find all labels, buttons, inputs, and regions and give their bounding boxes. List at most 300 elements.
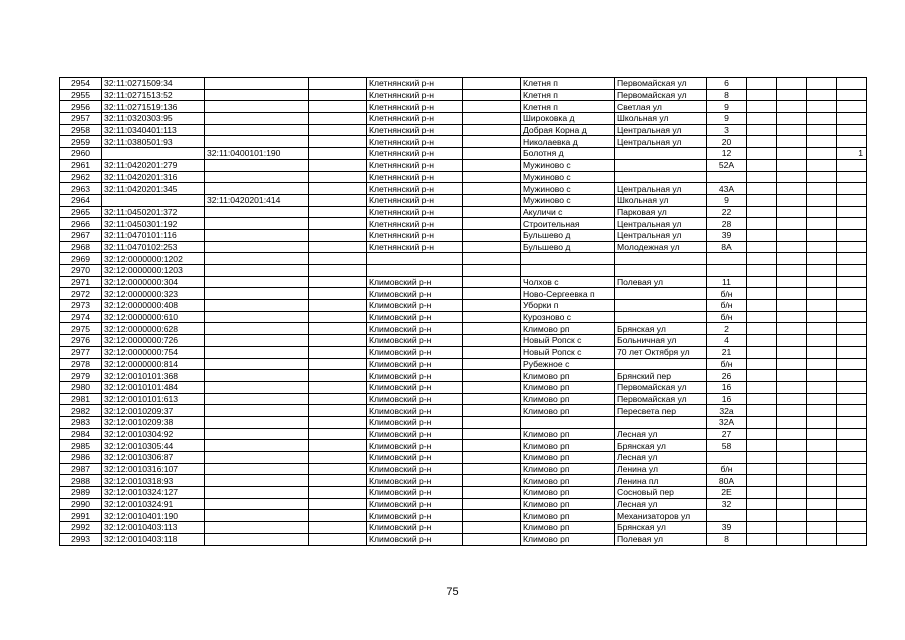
table-cell <box>837 311 867 323</box>
table-cell <box>747 533 777 545</box>
table-cell: Климово рп <box>521 452 615 464</box>
table-cell <box>205 475 309 487</box>
table-cell <box>309 463 367 475</box>
table-cell <box>837 265 867 277</box>
table-cell <box>463 428 521 440</box>
table-cell <box>463 206 521 218</box>
table-cell: Климовский р-н <box>367 370 463 382</box>
table-cell: Клетнянский р-н <box>367 229 463 241</box>
table-row <box>60 136 867 148</box>
table-cell: Центральная ул <box>615 136 707 148</box>
table-cell: 9 <box>707 113 747 125</box>
table-row <box>60 241 867 253</box>
table-cell <box>747 487 777 499</box>
table-cell: Клетнянский р-н <box>367 159 463 171</box>
table-cell: Клетнянский р-н <box>367 113 463 125</box>
page-number: 75 <box>446 586 459 598</box>
table-cell: 32:11:0420201:279 <box>102 159 205 171</box>
table-cell <box>837 206 867 218</box>
table-cell: Климово рп <box>521 370 615 382</box>
table-cell <box>463 229 521 241</box>
table-cell <box>205 522 309 534</box>
table-cell <box>205 113 309 125</box>
table-cell: Лесная ул <box>615 428 707 440</box>
table-cell <box>309 428 367 440</box>
table-cell: 2986 <box>60 452 102 464</box>
table-row <box>60 522 867 534</box>
table-cell <box>205 323 309 335</box>
table-cell <box>463 241 521 253</box>
table-cell: 43А <box>707 183 747 195</box>
table-cell <box>205 487 309 499</box>
table-cell: Климово рп <box>521 510 615 522</box>
table-row <box>60 124 867 136</box>
table-cell: 2976 <box>60 335 102 347</box>
table-cell: Болотня д <box>521 148 615 160</box>
table-cell <box>309 300 367 312</box>
table-cell <box>309 253 367 265</box>
table-cell <box>309 218 367 230</box>
table-cell: Парковая ул <box>615 206 707 218</box>
table-cell: Климовский р-н <box>367 498 463 510</box>
table-cell <box>463 510 521 522</box>
table-cell <box>807 113 837 125</box>
table-cell: Клетнянский р-н <box>367 241 463 253</box>
table-cell: б/н <box>707 288 747 300</box>
table-cell <box>205 346 309 358</box>
table-cell <box>747 206 777 218</box>
table-cell <box>807 381 837 393</box>
table-cell <box>837 183 867 195</box>
table-cell <box>309 194 367 206</box>
table-cell <box>747 194 777 206</box>
table-cell: 32:11:0470102:253 <box>102 241 205 253</box>
table-cell <box>807 533 837 545</box>
table-cell: 16 <box>707 381 747 393</box>
table-cell <box>747 229 777 241</box>
table-cell: Климово рп <box>521 498 615 510</box>
table-cell <box>463 416 521 428</box>
table-cell: Полевая ул <box>615 533 707 545</box>
table-cell: 2983 <box>60 416 102 428</box>
table-cell <box>205 253 309 265</box>
table-cell: 2968 <box>60 241 102 253</box>
table-cell <box>309 393 367 405</box>
table-cell <box>367 253 463 265</box>
table-cell <box>747 405 777 417</box>
table-cell <box>777 159 807 171</box>
table-cell: 2955 <box>60 89 102 101</box>
table-cell <box>747 253 777 265</box>
table-cell: 32:12:0000000:1202 <box>102 253 205 265</box>
table-cell: 32:12:0010403:113 <box>102 522 205 534</box>
table-cell <box>309 533 367 545</box>
table-cell: 2985 <box>60 440 102 452</box>
table-cell <box>463 183 521 195</box>
table-cell: Полевая ул <box>615 276 707 288</box>
table-cell <box>837 335 867 347</box>
table-cell: 8 <box>707 533 747 545</box>
table-cell <box>309 452 367 464</box>
table-cell: Климовский р-н <box>367 300 463 312</box>
table-cell: 32:12:0010305:44 <box>102 440 205 452</box>
table-cell: Центральная ул <box>615 124 707 136</box>
table-cell <box>463 194 521 206</box>
table-cell: 32:12:0000000:754 <box>102 346 205 358</box>
table-cell <box>309 276 367 288</box>
table-cell: Центральная ул <box>615 218 707 230</box>
table-cell <box>777 206 807 218</box>
table-cell <box>205 463 309 475</box>
table-cell: Климовский р-н <box>367 487 463 499</box>
table-cell: Светлая ул <box>615 101 707 113</box>
table-cell <box>205 206 309 218</box>
table-cell: Широковка д <box>521 113 615 125</box>
table-cell: Климово рп <box>521 323 615 335</box>
table-cell <box>807 370 837 382</box>
table-cell <box>463 440 521 452</box>
table-cell: 32а <box>707 405 747 417</box>
table-cell: 2963 <box>60 183 102 195</box>
table-cell: Новый Ропск с <box>521 346 615 358</box>
table-cell <box>463 323 521 335</box>
table-cell <box>205 300 309 312</box>
table-cell: Брянская ул <box>615 522 707 534</box>
table-cell: Клетня п <box>521 78 615 90</box>
table-cell <box>777 522 807 534</box>
table-cell: 2954 <box>60 78 102 90</box>
table-cell: Климовский р-н <box>367 346 463 358</box>
table-cell: 2960 <box>60 148 102 160</box>
table-cell: Климовский р-н <box>367 463 463 475</box>
table-cell <box>837 370 867 382</box>
table-cell <box>777 253 807 265</box>
table-cell <box>747 101 777 113</box>
table-cell <box>807 206 837 218</box>
table-row <box>60 428 867 440</box>
table-cell: 32:11:0320303:95 <box>102 113 205 125</box>
table-cell <box>837 428 867 440</box>
table-cell <box>309 440 367 452</box>
table-cell <box>837 498 867 510</box>
table-cell: Климово рп <box>521 487 615 499</box>
table-row <box>60 113 867 125</box>
table-cell: Лесная ул <box>615 498 707 510</box>
table-cell: 26 <box>707 370 747 382</box>
table-cell <box>747 393 777 405</box>
table-cell: 2984 <box>60 428 102 440</box>
table-cell: 20 <box>707 136 747 148</box>
table-cell <box>777 463 807 475</box>
table-cell <box>747 171 777 183</box>
table-cell <box>309 183 367 195</box>
table-cell: Мужиново с <box>521 171 615 183</box>
table-row <box>60 311 867 323</box>
table-cell <box>807 335 837 347</box>
table-cell: Климовский р-н <box>367 475 463 487</box>
table-cell <box>309 346 367 358</box>
table-cell <box>747 89 777 101</box>
table-cell: 32:11:0340401:113 <box>102 124 205 136</box>
table-cell <box>747 276 777 288</box>
table-cell <box>807 300 837 312</box>
table-cell <box>747 358 777 370</box>
table-cell: Климовский р-н <box>367 452 463 464</box>
table-cell <box>837 416 867 428</box>
table-cell <box>807 229 837 241</box>
table-cell: Климовский р-н <box>367 323 463 335</box>
table-cell <box>367 265 463 277</box>
table-cell: 2981 <box>60 393 102 405</box>
table-cell: Мужиново с <box>521 159 615 171</box>
table-cell <box>747 218 777 230</box>
table-cell: 2990 <box>60 498 102 510</box>
table-cell: 32:11:0450301:192 <box>102 218 205 230</box>
table-row <box>60 183 867 195</box>
registry-table <box>59 77 867 546</box>
table-cell: Курозново с <box>521 311 615 323</box>
table-cell: 2966 <box>60 218 102 230</box>
table-cell: 32:12:0000000:1203 <box>102 265 205 277</box>
table-cell <box>309 113 367 125</box>
table-cell <box>463 533 521 545</box>
table-cell <box>777 346 807 358</box>
table-cell: Школьная ул <box>615 113 707 125</box>
table-cell: 2987 <box>60 463 102 475</box>
table-cell <box>205 405 309 417</box>
table-row <box>60 463 867 475</box>
table-cell <box>837 300 867 312</box>
table-cell: Больничная ул <box>615 335 707 347</box>
table-cell: Климовский р-н <box>367 510 463 522</box>
table-cell <box>807 323 837 335</box>
table-row <box>60 346 867 358</box>
table-cell <box>747 463 777 475</box>
table-cell: 32:11:0271509:34 <box>102 78 205 90</box>
table-cell <box>205 428 309 440</box>
table-cell <box>807 522 837 534</box>
table-cell: 32 <box>707 498 747 510</box>
table-cell <box>205 510 309 522</box>
table-row <box>60 381 867 393</box>
table-cell: Климовский р-н <box>367 381 463 393</box>
table-cell <box>777 487 807 499</box>
table-cell: 1 <box>837 148 867 160</box>
table-cell: 32:12:0000000:814 <box>102 358 205 370</box>
table-cell: 39 <box>707 522 747 534</box>
table-cell <box>309 358 367 370</box>
table-cell <box>463 358 521 370</box>
table-cell <box>777 194 807 206</box>
table-cell <box>309 311 367 323</box>
table-cell <box>807 487 837 499</box>
table-cell <box>615 253 707 265</box>
table-cell <box>707 510 747 522</box>
table-cell: Клетнянский р-н <box>367 171 463 183</box>
table-cell: 2989 <box>60 487 102 499</box>
table-row <box>60 393 867 405</box>
table-cell <box>309 475 367 487</box>
table-cell <box>807 136 837 148</box>
table-cell <box>807 89 837 101</box>
table-cell <box>463 381 521 393</box>
table-cell: 32:11:0420201:345 <box>102 183 205 195</box>
table-cell <box>747 452 777 464</box>
table-cell <box>807 101 837 113</box>
table-cell <box>807 510 837 522</box>
table-cell: Климовский р-н <box>367 311 463 323</box>
table-cell: 32:12:0000000:304 <box>102 276 205 288</box>
table-cell <box>521 253 615 265</box>
table-cell <box>615 265 707 277</box>
table-cell <box>777 124 807 136</box>
table-cell <box>309 229 367 241</box>
table-row <box>60 452 867 464</box>
table-cell: Клетнянский р-н <box>367 101 463 113</box>
table-cell: 2992 <box>60 522 102 534</box>
table-cell <box>837 194 867 206</box>
table-row <box>60 510 867 522</box>
table-cell <box>777 300 807 312</box>
table-cell <box>747 475 777 487</box>
table-cell <box>463 498 521 510</box>
table-row <box>60 288 867 300</box>
table-cell <box>747 148 777 160</box>
table-cell: Лесная ул <box>615 452 707 464</box>
table-cell <box>205 171 309 183</box>
table-cell: 39 <box>707 229 747 241</box>
table-cell: 2958 <box>60 124 102 136</box>
table-cell: Климово рп <box>521 463 615 475</box>
table-cell <box>837 510 867 522</box>
table-cell <box>205 78 309 90</box>
table-cell <box>463 475 521 487</box>
table-cell <box>837 323 867 335</box>
table-cell <box>615 358 707 370</box>
table-cell <box>807 171 837 183</box>
table-row <box>60 405 867 417</box>
table-cell: Мужиново с <box>521 183 615 195</box>
table-cell <box>777 78 807 90</box>
table-cell: 2979 <box>60 370 102 382</box>
table-cell <box>309 148 367 160</box>
table-cell <box>807 498 837 510</box>
table-cell <box>463 148 521 160</box>
table-cell <box>747 113 777 125</box>
table-row <box>60 440 867 452</box>
table-cell <box>837 381 867 393</box>
table-cell: 80А <box>707 475 747 487</box>
table-cell <box>807 440 837 452</box>
table-row <box>60 475 867 487</box>
table-cell: Климовский р-н <box>367 393 463 405</box>
table-cell: 2973 <box>60 300 102 312</box>
table-row <box>60 194 867 206</box>
table-cell <box>615 288 707 300</box>
table-cell: Рубежное с <box>521 358 615 370</box>
table-cell <box>807 358 837 370</box>
table-cell: Школьная ул <box>615 194 707 206</box>
table-cell: 9 <box>707 101 747 113</box>
table-cell: 28 <box>707 218 747 230</box>
table-cell: 9 <box>707 194 747 206</box>
table-cell: 2977 <box>60 346 102 358</box>
table-cell <box>837 229 867 241</box>
table-cell <box>747 510 777 522</box>
table-cell <box>777 183 807 195</box>
table-cell: 32:12:0000000:323 <box>102 288 205 300</box>
table-cell: Бульшево д <box>521 241 615 253</box>
table-cell <box>102 194 205 206</box>
table-cell <box>807 265 837 277</box>
table-row <box>60 78 867 90</box>
table-cell: Климовский р-н <box>367 358 463 370</box>
table-cell: Климово рп <box>521 533 615 545</box>
table-cell: 22 <box>707 206 747 218</box>
table-cell <box>205 218 309 230</box>
table-cell: 32:11:0470101:116 <box>102 229 205 241</box>
table-row <box>60 218 867 230</box>
table-cell <box>309 78 367 90</box>
table-cell: Климовский р-н <box>367 533 463 545</box>
table-cell: Николаевка д <box>521 136 615 148</box>
table-cell <box>205 440 309 452</box>
table-cell <box>463 89 521 101</box>
table-cell <box>747 311 777 323</box>
table-cell: Климовский р-н <box>367 335 463 347</box>
table-cell: Ленина пл <box>615 475 707 487</box>
table-cell: б/н <box>707 300 747 312</box>
table-cell <box>747 288 777 300</box>
table-cell <box>807 346 837 358</box>
table-cell: Брянская ул <box>615 323 707 335</box>
table-cell: Первомайская ул <box>615 381 707 393</box>
table-cell: 32:12:0010403:118 <box>102 533 205 545</box>
table-cell <box>309 265 367 277</box>
table-cell: Климовский р-н <box>367 522 463 534</box>
table-cell <box>615 148 707 160</box>
table-cell: 32:11:0271519:136 <box>102 101 205 113</box>
table-cell <box>777 381 807 393</box>
table-cell <box>777 218 807 230</box>
table-cell <box>837 405 867 417</box>
table-cell: 2 <box>707 323 747 335</box>
table-cell <box>747 183 777 195</box>
table-row <box>60 89 867 101</box>
table-cell <box>837 452 867 464</box>
table-cell: 32:12:0000000:610 <box>102 311 205 323</box>
table-cell <box>837 522 867 534</box>
table-row <box>60 171 867 183</box>
table-cell: 4 <box>707 335 747 347</box>
table-cell <box>205 335 309 347</box>
table-cell: 2980 <box>60 381 102 393</box>
table-cell <box>777 510 807 522</box>
table-cell <box>807 428 837 440</box>
table-cell <box>747 346 777 358</box>
table-cell <box>463 124 521 136</box>
table-cell: Климово рп <box>521 440 615 452</box>
table-cell <box>837 463 867 475</box>
table-cell <box>463 159 521 171</box>
table-row <box>60 487 867 499</box>
table-cell: 8 <box>707 89 747 101</box>
table-cell <box>777 416 807 428</box>
table-cell <box>807 475 837 487</box>
table-cell: 32:12:0010101:613 <box>102 393 205 405</box>
table-cell <box>309 206 367 218</box>
table-cell: 2970 <box>60 265 102 277</box>
